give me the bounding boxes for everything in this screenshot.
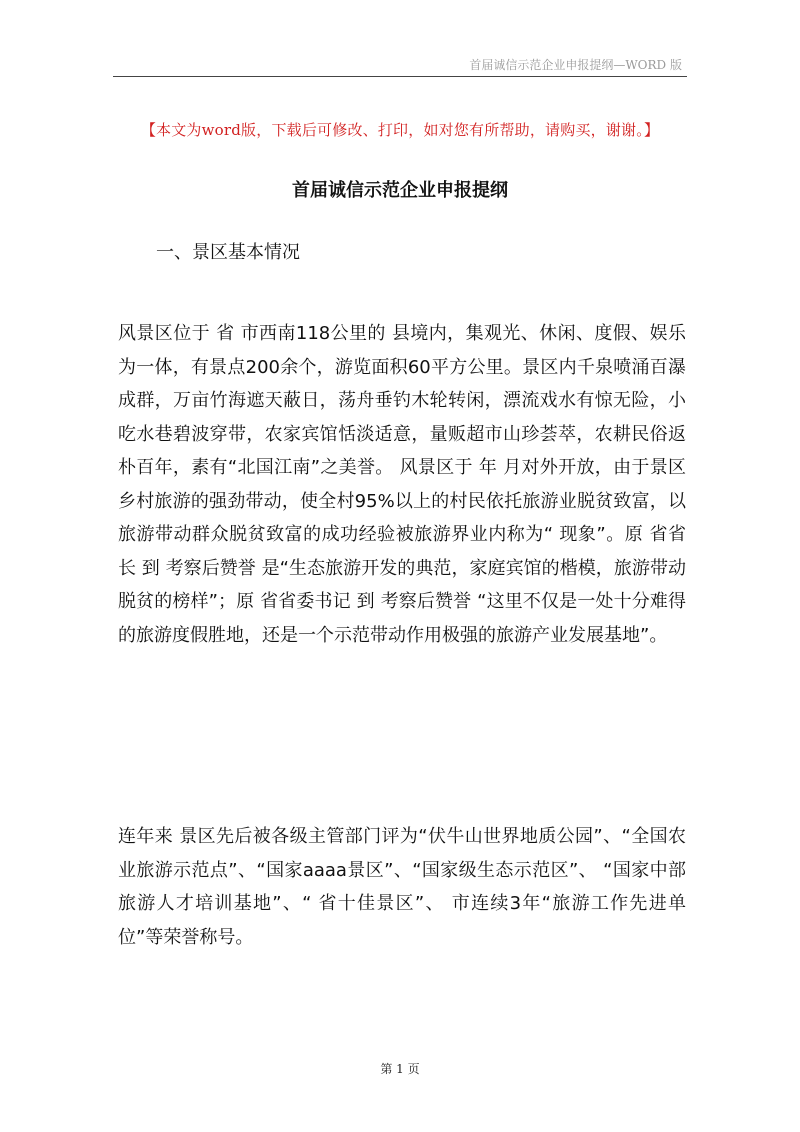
page-number: 第 1 页 xyxy=(380,1062,420,1076)
section-heading: 一、景区基本情况 xyxy=(156,242,300,263)
body-paragraph xyxy=(118,317,686,652)
download-notice: 【本文为word版，下载后可修改、打印，如对您有所帮助，请购买，谢谢。】 xyxy=(140,121,660,139)
document-title: 首届诚信示范企业申报提纲 xyxy=(292,180,508,201)
paragraph-text: 连年来 景区先后被各级主管部门评为“伏牛山世界地质公园”、“全国农业旅游示范点”、“国家aaaa景区”、“国家级生态示范区”、 “国家中部旅游人才培训基地”、“ 省十佳景区”、 市连续3年“旅游工作先进单位”等荣誉称号。 xyxy=(118,826,686,948)
body-paragraph xyxy=(118,820,686,954)
paragraph-text: 风景区位于 省 市西南118公里的 县境内，集观光、休闲、度假、娱乐为一体，有景点200余个，游览面积60平方公里。景区内千泉喷涌百瀑成群，万亩竹海遮天蔽日，荡舟垂钓木轮转闲，漂流戏水有惊无险，小吃水巷碧波穿带，农家宾馆恬淡适意，量贩超市山珍荟萃，农耕民俗返朴百年，素有“北国江南”之美誉。 风景区于 年 月对外开放，由于景区乡村旅游的强劲带动，使全村95%以上的村民依托旅游业脱贫致富，以旅游带动群众脱贫致富的成功经验被旅游界业内称为“ 现象”。原 省省长 到 考察后赞誉 是“生态旅游开发的典范，家庭宾馆的楷模，旅游带动脱贫的榜样”；原 省省委书记 到 考察后赞誉 “这里不仅是一处十分难得的旅游度假胜地，还是一个示范带动作用极强的旅游产业发展基地”。 xyxy=(118,323,686,646)
header-divider xyxy=(113,76,687,77)
running-header: 首届诚信示范企业申报提纲—WORD 版 xyxy=(469,58,682,72)
